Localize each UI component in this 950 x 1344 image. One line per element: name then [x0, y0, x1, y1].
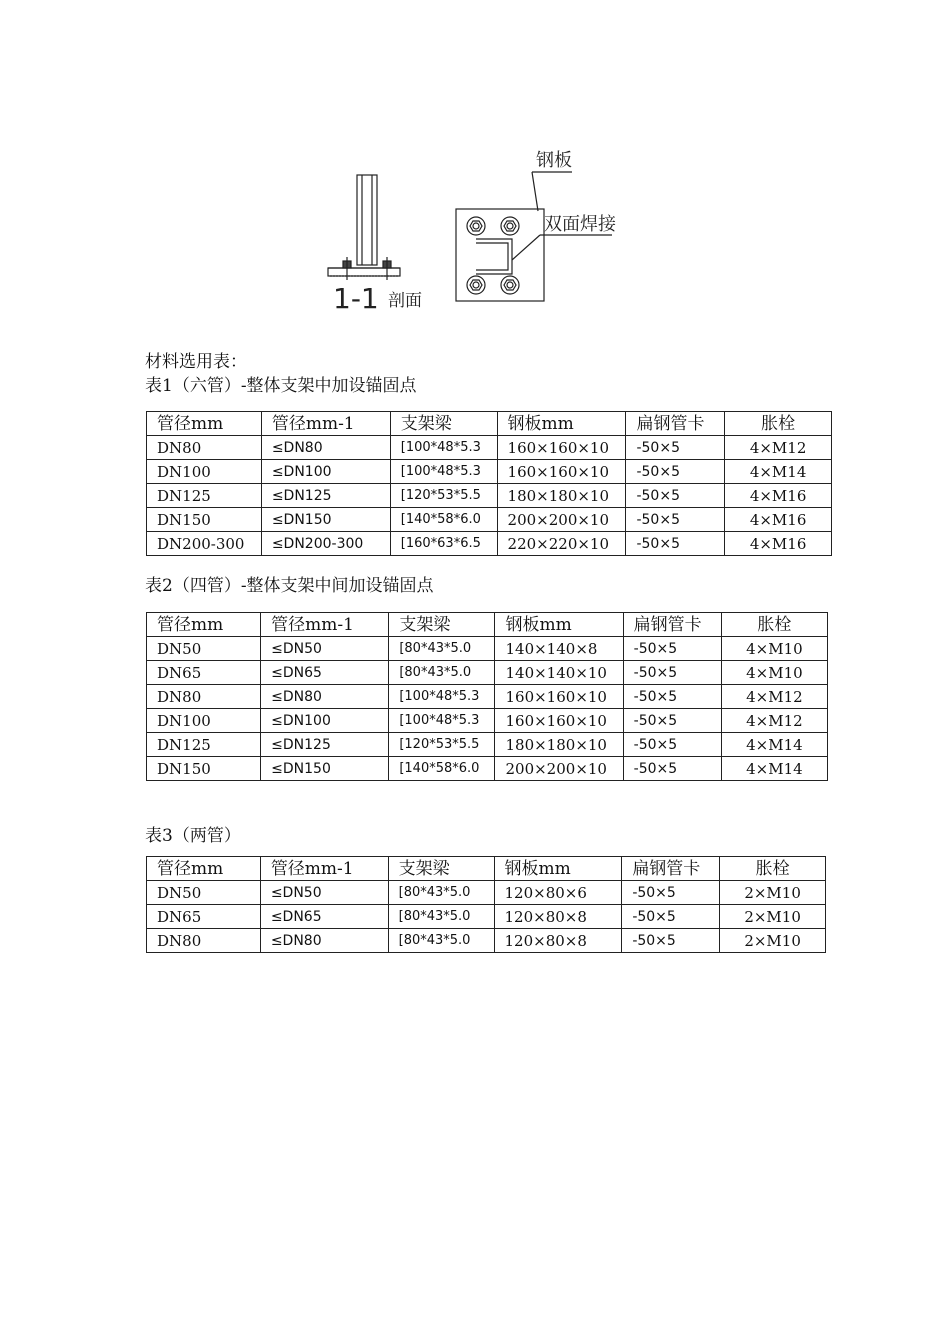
cell-flat-steel-clamp: -50×5	[623, 709, 721, 733]
cell-pipe-dia-1: ≤DN80	[261, 436, 390, 460]
cell-pipe-dia-1: ≤DN100	[261, 709, 389, 733]
cell-expansion-bolt: 4×M12	[721, 685, 827, 709]
header-steel-plate: 钢板mm	[495, 613, 623, 637]
cell-expansion-bolt: 4×M12	[725, 436, 832, 460]
header-pipe-dia: 管径mm	[147, 857, 261, 881]
cell-steel-plate: 160×160×10	[495, 685, 623, 709]
cell-beam: [140*58*6.0	[390, 508, 497, 532]
header-flat-steel-clamp: 扁钢管卡	[622, 857, 720, 881]
header-beam: 支架梁	[388, 857, 494, 881]
table-row	[147, 484, 832, 508]
intro-text: 材料选用表：	[145, 352, 247, 372]
cell-steel-plate: 140×140×8	[495, 637, 623, 661]
cell-expansion-bolt: 4×M14	[725, 460, 832, 484]
cell-beam: [100*48*5.3	[390, 436, 497, 460]
cell-pipe-dia-1: ≤DN150	[261, 508, 390, 532]
cell-pipe-dia: DN100	[147, 709, 261, 733]
cell-pipe-dia: DN65	[147, 661, 261, 685]
header-beam: 支架梁	[389, 613, 495, 637]
bolt-icon	[467, 276, 485, 294]
cell-flat-steel-clamp: -50×5	[626, 508, 725, 532]
cell-steel-plate: 140×140×10	[495, 661, 623, 685]
table2-caption: 表2（四管）-整体支架中间加设锚固点	[145, 576, 434, 596]
label-weld: 双面焊接	[544, 214, 616, 235]
cell-pipe-dia: DN200-300	[147, 532, 262, 556]
table-row	[147, 929, 826, 953]
table2	[146, 612, 828, 781]
header-pipe-dia: 管径mm	[147, 613, 261, 637]
table3	[146, 856, 826, 953]
table-row	[147, 532, 832, 556]
cell-beam: [100*48*5.3	[390, 460, 497, 484]
cell-beam: [80*43*5.0	[388, 881, 494, 905]
section-drawing	[300, 130, 630, 320]
cell-beam: [140*58*6.0	[389, 757, 495, 781]
cell-steel-plate: 120×80×8	[494, 929, 622, 953]
cell-beam: [100*48*5.3	[389, 709, 495, 733]
table-row	[147, 757, 828, 781]
cell-flat-steel-clamp: -50×5	[623, 733, 721, 757]
cell-steel-plate: 160×160×10	[495, 709, 623, 733]
bolt-icon	[501, 217, 519, 235]
cell-pipe-dia-1: ≤DN65	[261, 661, 389, 685]
cell-pipe-dia: DN150	[147, 757, 261, 781]
header-beam: 支架梁	[390, 412, 497, 436]
cell-pipe-dia: DN80	[147, 685, 261, 709]
cell-pipe-dia: DN50	[147, 881, 261, 905]
cell-expansion-bolt: 2×M10	[720, 905, 826, 929]
label-plate: 钢板	[536, 150, 572, 171]
table-row	[147, 508, 832, 532]
cell-steel-plate: 160×160×10	[497, 460, 626, 484]
cell-pipe-dia: DN150	[147, 508, 262, 532]
cell-pipe-dia-1: ≤DN100	[261, 460, 390, 484]
header-expansion-bolt: 胀栓	[720, 857, 826, 881]
table-header-row	[147, 412, 832, 436]
header-pipe-dia-1: 管径mm-1	[261, 613, 389, 637]
cell-expansion-bolt: 4×M16	[725, 508, 832, 532]
cell-pipe-dia: DN100	[147, 460, 262, 484]
cell-pipe-dia-1: ≤DN80	[261, 685, 389, 709]
header-pipe-dia: 管径mm	[147, 412, 262, 436]
cell-steel-plate: 160×160×10	[497, 436, 626, 460]
plate-plan-view	[456, 172, 612, 301]
cell-pipe-dia-1: ≤DN50	[261, 637, 389, 661]
cell-pipe-dia-1: ≤DN65	[260, 905, 388, 929]
cell-steel-plate: 220×220×10	[497, 532, 626, 556]
table1-caption: 表1（六管）-整体支架中加设锚固点	[145, 376, 417, 396]
cell-expansion-bolt: 2×M10	[720, 929, 826, 953]
cell-pipe-dia-1: ≤DN150	[261, 757, 389, 781]
header-steel-plate: 钢板mm	[497, 412, 626, 436]
header-pipe-dia-1: 管径mm-1	[260, 857, 388, 881]
header-flat-steel-clamp: 扁钢管卡	[623, 613, 721, 637]
cell-beam: [80*43*5.0	[389, 637, 495, 661]
cell-steel-plate: 180×180×10	[497, 484, 626, 508]
cell-beam: [120*53*5.5	[389, 733, 495, 757]
cell-pipe-dia: DN125	[147, 484, 262, 508]
cell-pipe-dia-1: ≤DN80	[260, 929, 388, 953]
cell-pipe-dia-1: ≤DN200-300	[261, 532, 390, 556]
cell-beam: [80*43*5.0	[388, 905, 494, 929]
cell-steel-plate: 120×80×8	[494, 905, 622, 929]
table-row	[147, 685, 828, 709]
cell-flat-steel-clamp: -50×5	[622, 905, 720, 929]
cell-flat-steel-clamp: -50×5	[622, 881, 720, 905]
cell-expansion-bolt: 4×M16	[725, 532, 832, 556]
header-pipe-dia-1: 管径mm-1	[261, 412, 390, 436]
cell-expansion-bolt: 4×M16	[725, 484, 832, 508]
table-row	[147, 709, 828, 733]
cell-steel-plate: 200×200×10	[495, 757, 623, 781]
cell-flat-steel-clamp: -50×5	[623, 757, 721, 781]
cell-flat-steel-clamp: -50×5	[626, 460, 725, 484]
cell-expansion-bolt: 4×M10	[721, 637, 827, 661]
cell-flat-steel-clamp: -50×5	[623, 685, 721, 709]
table-header-row	[147, 613, 828, 637]
table-row	[147, 637, 828, 661]
section-suffix: 剖面	[388, 291, 422, 311]
table-row	[147, 905, 826, 929]
cell-flat-steel-clamp: -50×5	[623, 661, 721, 685]
cell-pipe-dia: DN65	[147, 905, 261, 929]
cell-beam: [80*43*5.0	[388, 929, 494, 953]
cell-pipe-dia: DN50	[147, 637, 261, 661]
table-row	[147, 661, 828, 685]
bolt-icon	[501, 276, 519, 294]
cell-beam: [80*43*5.0	[389, 661, 495, 685]
cell-pipe-dia-1: ≤DN125	[261, 733, 389, 757]
cell-pipe-dia: DN80	[147, 436, 262, 460]
section-view	[328, 175, 400, 280]
cell-flat-steel-clamp: -50×5	[623, 637, 721, 661]
table-row	[147, 733, 828, 757]
cell-expansion-bolt: 4×M14	[721, 733, 827, 757]
cell-beam: [120*53*5.5	[390, 484, 497, 508]
header-expansion-bolt: 胀栓	[721, 613, 827, 637]
cell-expansion-bolt: 4×M12	[721, 709, 827, 733]
cell-expansion-bolt: 2×M10	[720, 881, 826, 905]
cell-pipe-dia-1: ≤DN50	[260, 881, 388, 905]
cell-flat-steel-clamp: -50×5	[626, 532, 725, 556]
table1	[146, 411, 832, 556]
cell-pipe-dia-1: ≤DN125	[261, 484, 390, 508]
bolt-icon	[467, 217, 485, 235]
table3-caption: 表3（两管）	[145, 826, 241, 846]
cell-pipe-dia: DN125	[147, 733, 261, 757]
cell-flat-steel-clamp: -50×5	[626, 436, 725, 460]
cell-steel-plate: 120×80×6	[494, 881, 622, 905]
cell-expansion-bolt: 4×M10	[721, 661, 827, 685]
header-flat-steel-clamp: 扁钢管卡	[626, 412, 725, 436]
cell-beam: [100*48*5.3	[389, 685, 495, 709]
table-row	[147, 460, 832, 484]
cell-flat-steel-clamp: -50×5	[626, 484, 725, 508]
cell-beam: [160*63*6.5	[390, 532, 497, 556]
cell-steel-plate: 180×180×10	[495, 733, 623, 757]
table-header-row	[147, 857, 826, 881]
table-row	[147, 881, 826, 905]
cell-steel-plate: 200×200×10	[497, 508, 626, 532]
table-row	[147, 436, 832, 460]
cell-flat-steel-clamp: -50×5	[622, 929, 720, 953]
header-steel-plate: 钢板mm	[494, 857, 622, 881]
section-label: 1-1	[333, 282, 379, 315]
cell-pipe-dia: DN80	[147, 929, 261, 953]
cell-expansion-bolt: 4×M14	[721, 757, 827, 781]
header-expansion-bolt: 胀栓	[725, 412, 832, 436]
